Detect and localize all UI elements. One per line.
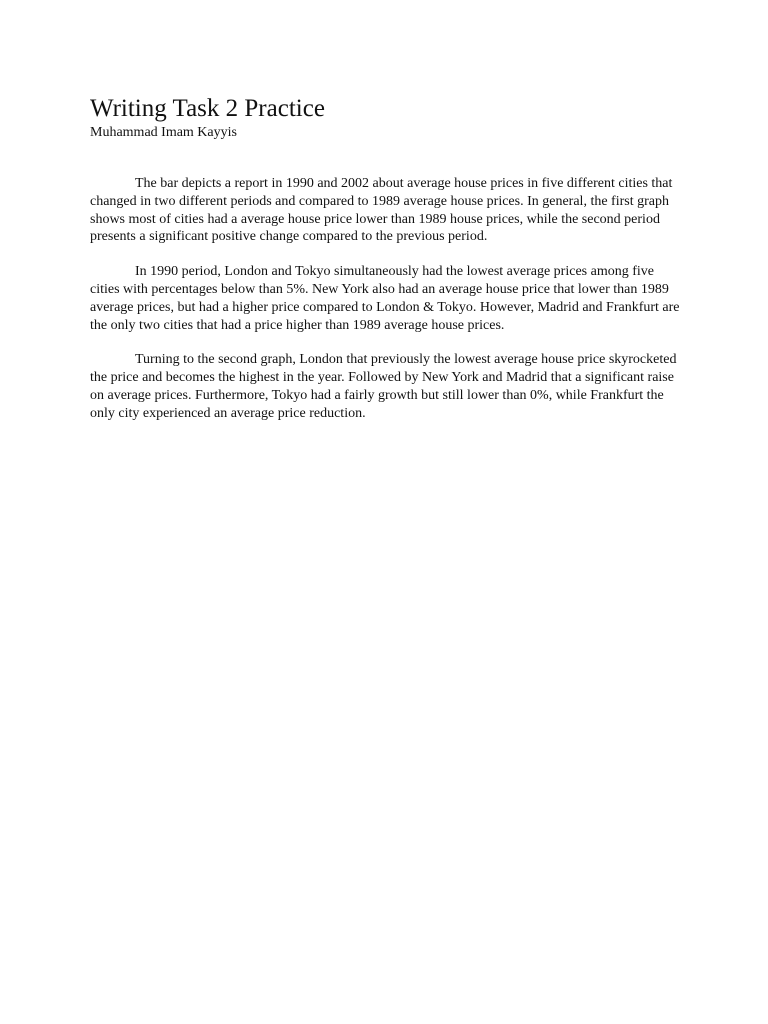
paragraph-2002: Turning to the second graph, London that previously the lowest average house price skyrocketed the price and becomes the highest in the year. Followed by New York and Madrid that a significant raise on average prices. Furthermore, Tokyo had a fairly growth but still lower than 0%, while Frankfurt the only city experienced an average price reduction. xyxy=(90,352,677,421)
document-page xyxy=(90,94,680,440)
paragraph-intro: The bar depicts a report in 1990 and 2002 about average house prices in five different cities that changed in two different periods and compared to 1989 average house prices. In general, the first graph shows most of cities had a average house price lower than 1989 house prices, while the second period presents a significant positive change compared to the previous period. xyxy=(90,176,673,245)
document-title: Writing Task 2 Practice xyxy=(90,95,325,122)
document-author: Muhammad Imam Kayyis xyxy=(90,125,237,140)
paragraph-1990: In 1990 period, London and Tokyo simultaneously had the lowest average prices among five cities with percentages below than 5%. New York also had an average house price that lower than 1989 average prices, but had a higher price compared to London & Tokyo. However, Madrid and Frankfurt are the only two cities that had a price higher than 1989 average house prices. xyxy=(90,264,680,333)
